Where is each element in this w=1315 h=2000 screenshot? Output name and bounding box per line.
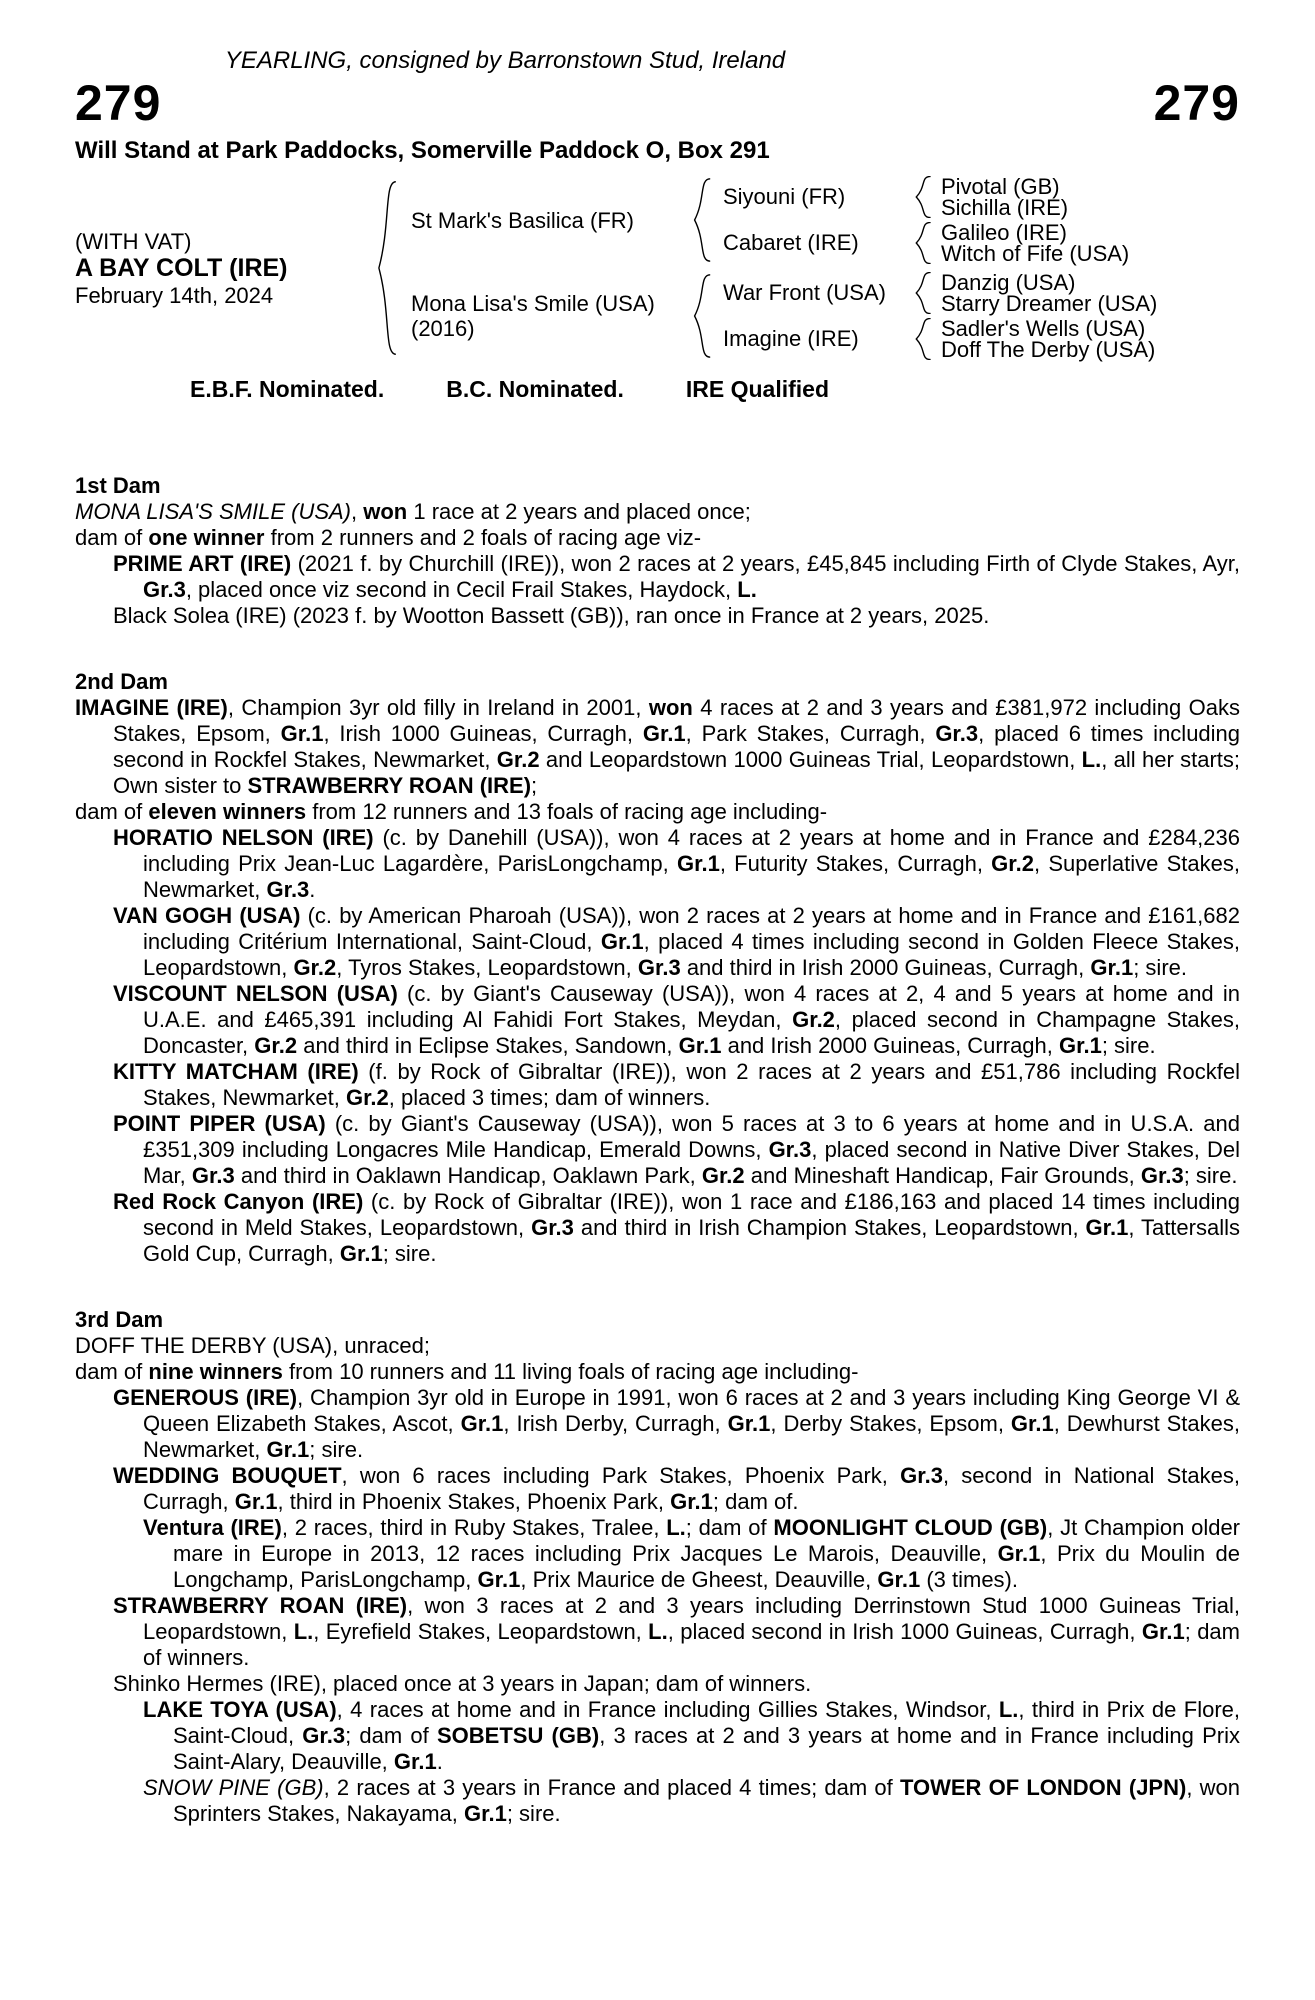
- great-grandparents: [935, 176, 1068, 218]
- pedigree-paragraph: GENEROUS (IRE), Champion 3yr old in Europe in 1991, won 6 races at 2 and 3 years including King George VI & Queen Elizabeth Stakes, Ascot, Gr.1, Irish Derby, Curragh, Gr.1, Derby Stakes, Epsom, Gr.1, Dewhurst Stakes, Newmarket, Gr.1; sire.: [113, 1385, 1240, 1462]
- great-grandparents: [935, 272, 1157, 314]
- pedigree-paragraph: LAKE TOYA (USA), 4 races at home and in France including Gillies Stakes, Windsor, L., third in Prix de Flore, Saint-Cloud, Gr.3; dam of SOBETSU (GB), 3 races at 2 and 3 years at home and in France including Prix Saint-Alary, Deauville, Gr.1.: [143, 1697, 1240, 1774]
- pedigree-paragraph: HORATIO NELSON (IRE) (c. by Danehill (USA)), won 4 races at 2 years at home and in France and £284,236 including Prix Jean-Luc Lagardère, ParisLongchamp, Gr.1, Futurity Stakes, Curragh, Gr.2, Superlative Stakes, Newmarket, Gr.3.: [113, 825, 1240, 902]
- ancestor-name: Doff The Derby (USA): [941, 337, 1156, 362]
- stand-location-line: Will Stand at Park Paddocks, Somerville Paddock O, Box 291: [75, 137, 770, 164]
- subject-name: A BAY COLT (IRE): [75, 253, 288, 282]
- pedigree-paragraph: dam of eleven winners from 12 runners and 13 foals of racing age including-: [75, 799, 828, 824]
- ancestor-name: Starry Dreamer (USA): [941, 291, 1158, 316]
- pedigree-paragraph: Red Rock Canyon (IRE) (c. by Rock of Gibraltar (IRE)), won 1 race and £186,163 and placed 14 times including second in Meld Stakes, Leopardstown, Gr.3 and third in Irish Champion Stakes, Leopardstown, Gr.1, Tattersalls Gold Cup, Curragh, Gr.1; sire.: [113, 1189, 1241, 1266]
- ancestor-name: Sichilla (IRE): [941, 195, 1069, 220]
- subject-foaling-date: February 14th, 2024: [75, 282, 274, 308]
- pedigree-paragraph: WEDDING BOUQUET, won 6 races including Park Stakes, Phoenix Park, Gr.3, second in National Stakes, Curragh, Gr.1, third in Phoenix Stakes, Phoenix Park, Gr.1; dam of.: [113, 1463, 1240, 1514]
- great-grandparents: [935, 318, 1155, 360]
- sire-dam-name: Cabaret (IRE): [723, 230, 859, 255]
- pedigree-paragraph: Ventura (IRE), 2 races, third in Ruby Stakes, Tralee, L.; dam of MOONLIGHT CLOUD (GB), Jt Champion older mare in Europe in 2013, 12 races including Prix Jacques Le Marois, Deauville, Gr.1, Prix du Moulin de Longchamp, ParisLongchamp, Gr.1, Prix Maurice de Gheest, Deauville, Gr.1 (3 times).: [143, 1515, 1241, 1592]
- pedigree-brace-icon: [913, 222, 935, 264]
- pedigree-brace-icon: [691, 274, 715, 358]
- lot-number-left: 279: [75, 75, 162, 131]
- subject-vat: (WITH VAT): [75, 228, 192, 254]
- pedigree-paragraph: dam of one winner from 2 runners and 2 foals of racing age viz-: [75, 525, 702, 550]
- consignor-line: YEARLING, consigned by Barronstown Stud, Ireland: [224, 47, 786, 74]
- ancestor-name: Galileo (IRE): [941, 220, 1067, 245]
- sire-sire-name: Siyouni (FR): [723, 184, 846, 209]
- pedigree-paragraph: POINT PIPER (USA) (c. by Giant's Causeway (USA)), won 5 races at 3 to 6 years at home and in U.S.A. and £351,309 including Longacres Mile Handicap, Emerald Downs, Gr.3, placed second in Native Diver Stakes, Del Mar, Gr.3 and third in Oaklawn Handicap, Oaklawn Park, Gr.2 and Mineshaft Handicap, Fair Grounds, Gr.3; sire.: [113, 1111, 1240, 1188]
- ancestor-name: Danzig (USA): [941, 270, 1076, 295]
- sire-branch: [401, 176, 1157, 264]
- sire-name: St Mark's Basilica (FR): [411, 207, 634, 233]
- pedigree-paragraph: VAN GOGH (USA) (c. by American Pharoah (USA)), won 2 races at 2 years at home and in France and £161,682 including Critérium International, Saint-Cloud, Gr.1, placed 4 times including second in Golden Fleece Stakes, Leopardstown, Gr.2, Tyros Stakes, Leopardstown, Gr.3 and third in Irish 2000 Guineas, Curragh, Gr.1; sire.: [113, 903, 1240, 980]
- section-heading: 1st Dam: [75, 473, 161, 498]
- subject-block: [75, 228, 375, 309]
- dam-parents-column: [715, 272, 1157, 360]
- ancestor-name: Pivotal (GB): [941, 174, 1060, 199]
- sire-dam-branch: [715, 222, 1129, 264]
- pedigree-paragraph: Black Solea (IRE) (2023 f. by Wootton Bassett (GB)), ran once in France at 2 years, 2025.: [113, 603, 990, 628]
- pedigree-brace-icon: [375, 180, 401, 356]
- dam-dam-branch: [715, 318, 1157, 360]
- dam-sire-branch: [715, 272, 1157, 314]
- dam-name: [401, 291, 691, 341]
- pedigree-paragraph: KITTY MATCHAM (IRE) (f. by Rock of Gibraltar (IRE)), won 2 races at 2 years and £51,786 including Rockfel Stakes, Newmarket, Gr.2, placed 3 times; dam of winners.: [113, 1059, 1240, 1110]
- pedigree-table: [75, 176, 1240, 360]
- pedigree-brace-icon: [691, 178, 715, 262]
- section-heading: 3rd Dam: [75, 1307, 164, 1332]
- pedigree-paragraph: IMAGINE (IRE), Champion 3yr old filly in Ireland in 2001, won 4 races at 2 and 3 years and £381,972 including Oaks Stakes, Epsom, Gr.1, Irish 1000 Guineas, Curragh, Gr.1, Park Stakes, Curragh, Gr.3, placed 6 times including second in Rockfel Stakes, Newmarket, Gr.2 and Leopardstown 1000 Guineas Trial, Leopardstown, L., all her starts; Own sister to STRAWBERRY ROAN (IRE);: [75, 695, 1241, 798]
- pedigree-paragraph: PRIME ART (IRE) (2021 f. by Churchill (IRE)), won 2 races at 2 years, £45,845 including Firth of Clyde Stakes, Ayr, Gr.3, placed once viz second in Cecil Frail Stakes, Haydock, L.: [113, 551, 1240, 602]
- dam-section: [75, 473, 1240, 629]
- nominations-row: [75, 376, 1240, 403]
- dam-section: [75, 669, 1240, 1267]
- pedigree-paragraph: SNOW PINE (GB), 2 races at 3 years in France and placed 4 times; dam of TOWER OF LONDON (JPN), won Sprinters Stakes, Nakayama, Gr.1; sire.: [143, 1775, 1240, 1826]
- lot-number-right: 279: [1153, 75, 1240, 131]
- dam-section: [75, 1307, 1240, 1827]
- pedigree-paragraph: Shinko Hermes (IRE), placed once at 3 years in Japan; dam of winners.: [113, 1671, 812, 1696]
- pedigree-paragraph: VISCOUNT NELSON (USA) (c. by Giant's Causeway (USA)), won 4 races at 2, 4 and 5 years at home and in U.A.E. and £465,391 including Al Fahidi Fort Stakes, Meydan, Gr.2, placed second in Champagne Stakes, Doncaster, Gr.2 and third in Eclipse Stakes, Sandown, Gr.1 and Irish 2000 Guineas, Curragh, Gr.1; sire.: [113, 981, 1240, 1058]
- dam-dam-name: Imagine (IRE): [723, 326, 859, 351]
- pedigree-paragraph: MONA LISA'S SMILE (USA), won 1 race at 2 years and placed once;: [75, 499, 751, 524]
- pedigree-brace-icon: [913, 318, 935, 360]
- great-grandparents: [935, 222, 1129, 264]
- sire-parents-column: [715, 176, 1129, 264]
- dam-sire-name: War Front (USA): [723, 280, 886, 305]
- nomination-bc: B.C. Nominated.: [446, 376, 624, 402]
- pedigree-brace-icon: [913, 176, 935, 218]
- dam-branch: [401, 272, 1157, 360]
- ancestor-name: Sadler's Wells (USA): [941, 316, 1146, 341]
- section-heading: 2nd Dam: [75, 669, 168, 694]
- ancestor-name: Witch of Fife (USA): [941, 241, 1130, 266]
- lot-number-row: [75, 75, 1240, 131]
- nomination-ire-qualified: IRE Qualified: [685, 376, 830, 402]
- nomination-ebf: E.B.F. Nominated.: [190, 376, 385, 402]
- pedigree-paragraph: dam of nine winners from 10 runners and 11 living foals of racing age including-: [75, 1359, 859, 1384]
- pedigree-brace-icon: [913, 272, 935, 314]
- pedigree-paragraph: DOFF THE DERBY (USA), unraced;: [75, 1333, 430, 1358]
- dam-foaling-year: (2016): [411, 316, 475, 341]
- generation-1-column: [401, 176, 1157, 360]
- pedigree-paragraph: STRAWBERRY ROAN (IRE), won 3 races at 2 and 3 years including Derrinstown Stud 1000 Guineas Trial, Leopardstown, L., Eyrefield Stakes, Leopardstown, L., placed second in Irish 1000 Guineas, Curragh, Gr.1; dam of winners.: [113, 1593, 1241, 1670]
- sire-sire-branch: [715, 176, 1129, 218]
- dam-sections: [75, 473, 1240, 1827]
- dam-name-line: Mona Lisa's Smile (USA): [411, 291, 655, 316]
